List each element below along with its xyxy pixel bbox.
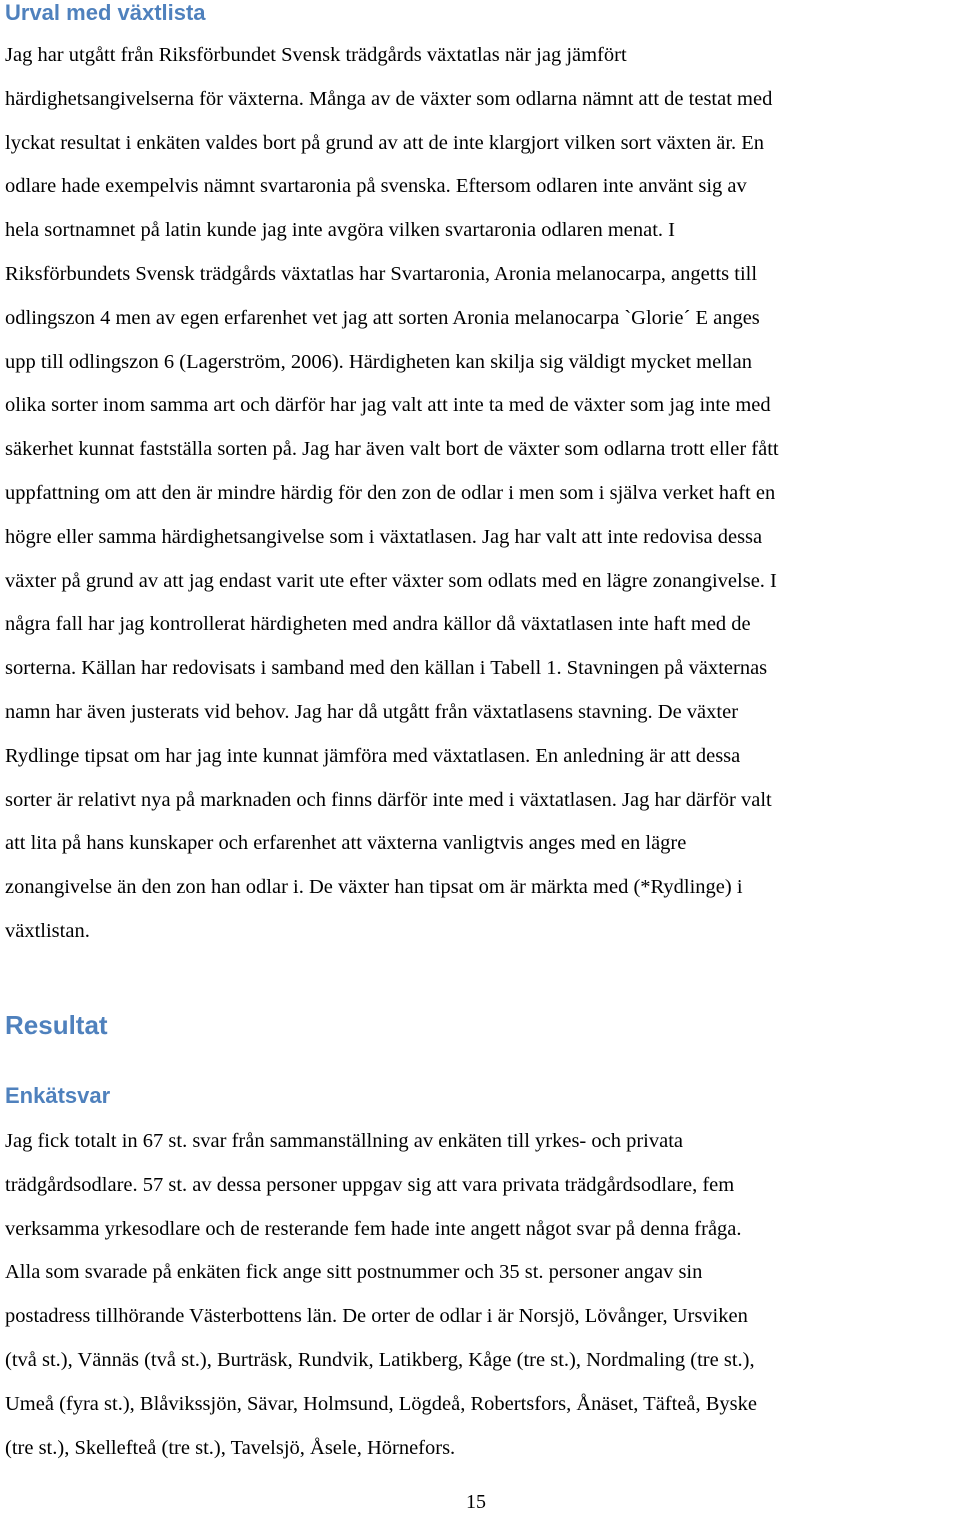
text-line: sorterna. Källan har redovisats i samband med den källan i Tabell 1. Stavningen på växternas [5, 657, 768, 680]
text-line: högre eller samma härdighetsangivelse som i växtatlasen. Jag har valt att inte redovisa dessa [5, 525, 763, 548]
text-line: några fall har jag kontrollerat härdigheten med andra källor då växtatlasen inte haft med de [5, 613, 751, 636]
text-line: sorter är relativt nya på marknaden och finns därför inte med i växtatlasen. Jag har därför valt [5, 788, 772, 811]
text-line: zonangivelse än den zon han odlar i. De växter han tipsat om är märkta med (*Rydlinge) i [5, 876, 743, 899]
text-line: växtlistan. [5, 919, 90, 942]
subsection-heading-enkatsvar: Enkätsvar [5, 1083, 111, 1108]
text-line: trädgårdsodlare. 57 st. av dessa personer uppgav sig att vara privata trädgårdsodlare, fem [5, 1173, 735, 1196]
text-line: härdighetsangivelserna för växterna. Många av de växter som odlarna nämnt att de testat med [5, 87, 773, 110]
text-line: namn har även justerats vid behov. Jag har då utgått från växtatlasens stavning. De växter [5, 700, 739, 723]
paragraph-enkatsvar [5, 1120, 757, 1470]
text-line: Umeå (fyra st.), Blåvikssjön, Sävar, Holmsund, Lögdeå, Robertsfors, Ånäset, Täfteå, Byske [5, 1392, 758, 1415]
text-line: Rydlinge tipsat om har jag inte kunnat jämföra med växtatlasen. En anledning är att dessa [5, 744, 741, 767]
text-line: upp till odlingszon 6 (Lagerström, 2006). Härdigheten kan skilja sig väldigt mycket mellan [5, 350, 752, 373]
text-line: Alla som svarade på enkäten fick ange sitt postnummer och 35 st. personer angav sin [5, 1261, 703, 1284]
section-heading-resultat: Resultat [5, 1010, 108, 1040]
text-line: Jag fick totalt in 67 st. svar från sammanställning av enkäten till yrkes- och privata [5, 1130, 684, 1152]
text-line: att lita på hans kunskaper och erfarenhet att växterna vanligtvis anges med en lägre [5, 832, 687, 855]
text-line: lyckat resultat i enkäten valdes bort på grund av att de inte klargjort vilken sort växten är. En [5, 131, 765, 154]
text-line: postadress tillhörande Västerbottens län. De orter de odlar i är Norsjö, Lövånger, Ursviken [5, 1305, 748, 1328]
text-line: hela sortnamnet på latin kunde jag inte avgöra vilken svartaronia odlaren menat. I [5, 219, 675, 242]
text-line: odlingszon 4 men av egen erfarenhet vet jag att sorten Aronia melanocarpa `Glorie´ E anges [5, 306, 760, 329]
paragraph-urval [5, 34, 779, 954]
text-line: odlare hade exempelvis nämnt svartaronia på svenska. Eftersom odlaren inte använt sig av [5, 175, 747, 198]
section-heading-urval: Urval med växtlista [5, 0, 206, 25]
text-line: uppfattning om att den är mindre härdig för den zon de odlar i men som i själva verket haft en [5, 481, 776, 504]
text-line: (två st.), Vännäs (två st.), Burträsk, Rundvik, Latikberg, Kåge (tre st.), Nordmaling (tre st.), [5, 1348, 755, 1371]
text-line: (tre st.), Skellefteå (tre st.), Tavelsjö, Åsele, Hörnefors. [5, 1436, 456, 1459]
text-line: olika sorter inom samma art och därför har jag valt att inte ta med de växter som jag inte med [5, 394, 771, 417]
text-line: Riksförbundets Svensk trädgårds växtatlas har Svartaronia, Aronia melanocarpa, angetts till [5, 262, 758, 285]
text-line: säkerhet kunnat fastställa sorten på. Jag har även valt bort de växter som odlarna trott eller fått [5, 438, 779, 461]
text-line: växter på grund av att jag endast varit ute efter växter som odlats med en lägre zonangivelse. I [5, 569, 777, 592]
text-line: Jag har utgått från Riksförbundet Svensk trädgårds växtatlas när jag jämfört [5, 44, 627, 66]
text-line: verksamma yrkesodlare och de resterande fem hade inte angett något svar på denna fråga. [5, 1217, 742, 1240]
page-number: 15 [466, 1491, 486, 1513]
